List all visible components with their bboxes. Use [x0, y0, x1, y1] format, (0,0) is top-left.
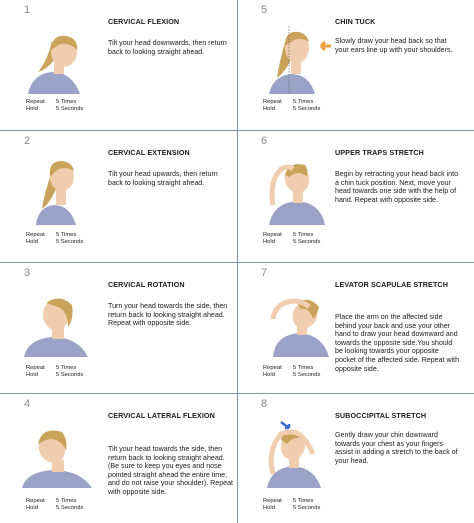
exercise-description: Tilt your head upwards, then return back to looking straight ahead.: [108, 170, 218, 187]
hold-value: 5 Seconds: [293, 371, 321, 378]
hold-label: Hold: [263, 238, 275, 245]
repeat-label: Repeat: [263, 232, 282, 238]
exercise-number: 3: [24, 267, 31, 279]
exercise-description: Place the arm on the affected side behind your back and use your other hand to draw your head downward and towards the opposite side.You should be looking towards your opposite pocket of the affected side. Repeat with opposite side.: [335, 313, 460, 373]
hold-value: 5 Seconds: [293, 504, 321, 511]
exercise-description: Begin by retracting your head back into a chin tuck position. Next, move your head towards one side with the help of hand. Repeat with opposite side.: [335, 170, 459, 204]
hold-label: Hold: [26, 504, 38, 511]
exercise-params: [263, 498, 320, 512]
exercise-description: Tilt your head towards the side, then return back to looking straight ahead. (Be sure to keep you eyes and nose pointed straight ahead the entire time, and do not raise your shoulder). Repeat with opposite side.: [108, 445, 234, 496]
repeat-label: Repeat: [26, 498, 45, 504]
repeat-value: 5 Times: [56, 99, 77, 105]
exercise-number: 8: [261, 398, 268, 410]
repeat-value: 5 Times: [56, 365, 77, 371]
exercise-description: Turn your head towards the side, then return back to looking straight ahead. Repeat with opposite side.: [108, 302, 228, 328]
exercise-params: [263, 365, 320, 379]
exercise-photo-cervical-extension: [22, 147, 94, 225]
repeat-label: Repeat: [26, 232, 45, 238]
exercise-photo-cervical-lateral-flexion: [22, 410, 94, 488]
exercise-photo-chin-tuck: [259, 16, 343, 94]
exercise-card-3: [0, 263, 237, 394]
hold-label: Hold: [263, 504, 275, 511]
exercise-card-2: [0, 131, 237, 262]
hold-label: Hold: [263, 105, 275, 112]
repeat-value: 5 Times: [293, 99, 314, 105]
exercise-params: [26, 99, 83, 113]
exercise-title: CERVICAL LATERAL FLEXION: [108, 411, 215, 420]
hold-label: Hold: [263, 371, 275, 378]
exercise-card-1: [0, 0, 237, 131]
exercise-title: SUBOCCIPITAL STRETCH: [335, 411, 427, 420]
exercise-number: 2: [24, 135, 31, 147]
repeat-value: 5 Times: [56, 232, 77, 238]
exercise-params: [263, 99, 320, 113]
hold-label: Hold: [26, 105, 38, 112]
exercise-title: CERVICAL FLEXION: [108, 17, 180, 26]
repeat-label: Repeat: [26, 99, 45, 105]
exercise-title: LEVATOR SCAPULAE STRETCH: [335, 280, 449, 289]
exercise-card-7: [237, 263, 474, 394]
exercise-photo-cervical-flexion: [22, 16, 94, 94]
exercise-number: 4: [24, 398, 31, 410]
hold-value: 5 Seconds: [293, 105, 321, 112]
hold-value: 5 Seconds: [56, 371, 84, 378]
exercise-description: Gently draw your chin downward towards your chest as your fingers assist in adding a stretch to the back of your head.: [335, 431, 458, 465]
exercise-card-8: [237, 394, 474, 523]
hold-label: Hold: [26, 371, 38, 378]
exercise-title: CERVICAL EXTENSION: [108, 148, 190, 157]
exercise-title: UPPER TRAPS STRETCH: [335, 148, 424, 157]
exercise-number: 1: [24, 4, 31, 16]
hold-label: Hold: [26, 238, 38, 245]
exercise-number: 7: [261, 267, 268, 279]
repeat-label: Repeat: [263, 99, 282, 105]
exercise-card-5: [237, 0, 474, 131]
repeat-value: 5 Times: [56, 498, 77, 504]
repeat-value: 5 Times: [293, 232, 314, 238]
exercise-number: 6: [261, 135, 268, 147]
repeat-value: 5 Times: [293, 365, 314, 371]
exercise-photo-cervical-rotation: [22, 279, 94, 357]
exercise-photo-levator-scapulae-stretch: [259, 279, 337, 357]
repeat-label: Repeat: [263, 498, 282, 504]
exercise-title: CERVICAL ROTATION: [108, 280, 185, 289]
hold-value: 5 Seconds: [56, 238, 84, 245]
exercise-description: Tilt your head downwards, then return back to looking straight ahead.: [108, 39, 227, 56]
exercise-card-6: [237, 131, 474, 262]
hold-value: 5 Seconds: [56, 105, 84, 112]
exercise-photo-suboccipital-stretch: [259, 410, 335, 488]
exercise-params: [26, 365, 83, 379]
repeat-label: Repeat: [263, 365, 282, 371]
exercise-params: [26, 232, 83, 246]
exercise-params: [263, 232, 320, 246]
hold-value: 5 Seconds: [293, 238, 321, 245]
exercise-title: CHIN TUCK: [335, 17, 376, 26]
hold-value: 5 Seconds: [56, 504, 84, 511]
exercise-number: 5: [261, 4, 268, 16]
repeat-value: 5 Times: [293, 498, 314, 504]
repeat-label: Repeat: [26, 365, 45, 371]
exercise-card-4: [0, 394, 237, 523]
exercise-description: Slowly draw your head back so that your ears line up with your shoulders.: [335, 37, 453, 54]
exercise-photo-upper-traps-stretch: [259, 147, 335, 225]
exercise-params: [26, 498, 83, 512]
